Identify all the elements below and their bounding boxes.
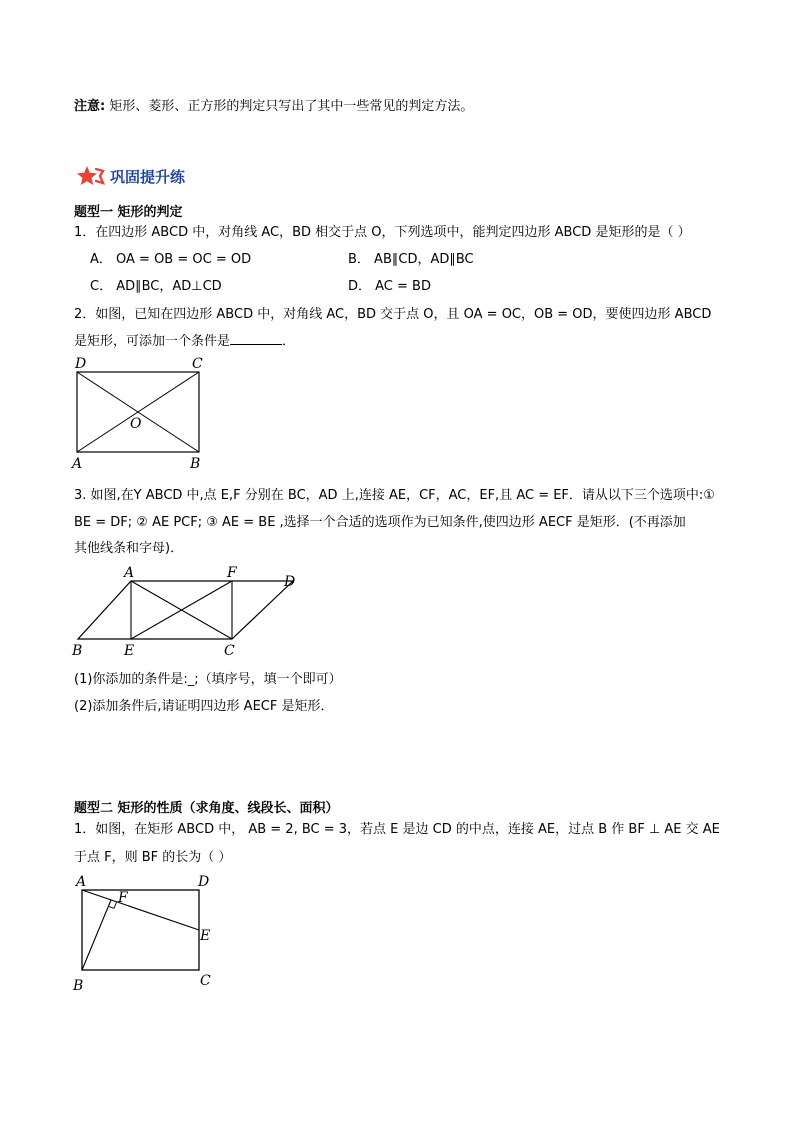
q3-line2: BE = DF; ② AE PCF; ③ AE = BE ,选择一个合适的选项作为已知条件,使四边形 AECF 是矩形．(不再添加 (74, 515, 686, 530)
q2-figure (68, 354, 218, 474)
type1-title: 题型一 矩形的判定 (74, 205, 183, 220)
label-f: F (118, 890, 128, 906)
segment-ae (82, 890, 199, 930)
label-c: C (200, 973, 211, 989)
note-line (74, 95, 473, 114)
label-c: C (224, 643, 235, 658)
t2-q1-line2: 于点 F，则 BF 的长为（ ） (74, 850, 232, 865)
q1-option-b: B． AB∥CD，AD∥BC (348, 252, 474, 267)
label-e: E (124, 643, 135, 658)
q2-line2 (74, 330, 295, 349)
q2-line1: 2．如图，已知在四边形 ABCD 中，对角线 AC，BD 交于点 O，且 OA = OC，OB = OD，要使四边形 ABCD (74, 307, 712, 322)
note-text: 矩形、菱形、正方形的判定只写出了其中一些常见的判定方法。 (109, 99, 474, 114)
label-o: O (130, 416, 142, 432)
q1-option-d: D． AC = BD (348, 279, 431, 294)
q2-line2-text: 是矩形，可添加一个条件是 (74, 334, 231, 349)
label-e: E (200, 928, 211, 944)
answer-blank (230, 332, 282, 345)
label-f: F (227, 565, 237, 581)
q3-sub2: (2)添加条件后,请证明四边形 AECF 是矩形． (74, 699, 334, 714)
note-label: 注意: (74, 99, 106, 114)
q1-stem: 1．在四边形 ABCD 中，对角线 AC，BD 相交于点 O，下列选项中，能判定四边形 ABCD 是矩形的是（ ） (74, 225, 691, 240)
q3-sub1: (1)你添加的条件是:_;（填序号，填一个即可） (74, 672, 342, 687)
label-d: D (75, 356, 87, 372)
q3-line1: 3. 如图,在Y ABCD 中,点 E,F 分别在 BC，AD 上,连接 AE，CF，AC，EF,且 AC = EF．请从以下三个选项中:① (74, 488, 715, 503)
q1-option-a: A． OA = OB = OC = OD (90, 252, 252, 267)
section-header-title: 巩固提升练 (110, 167, 186, 186)
q1-option-c: C． AD∥BC，AD⊥CD (90, 279, 222, 294)
label-a: A (124, 565, 135, 581)
label-d: D (198, 874, 210, 890)
label-a: A (76, 874, 87, 890)
section-header (76, 164, 185, 188)
label-a: A (72, 456, 83, 472)
label-b: B (190, 456, 201, 472)
type2-title: 题型二 矩形的性质（求角度、线段长、面积） (74, 801, 339, 816)
parallelogram-abcd (78, 581, 293, 639)
label-b: B (72, 643, 83, 658)
label-c: C (192, 356, 203, 372)
star-icon (76, 164, 106, 188)
label-b: B (73, 978, 84, 994)
q2-line2-end: ． (282, 334, 296, 349)
q3-figure (68, 562, 308, 658)
segment-bf (82, 900, 111, 970)
t2-q1-figure (68, 868, 228, 996)
rectangle-abcd (82, 890, 199, 970)
t2-q1-line1: 1．如图，在矩形 ABCD 中， AB = 2, BC = 3，若点 E 是边 CD 的中点，连接 AE，过点 B 作 BF ⊥ AE 交 AE (74, 822, 720, 837)
q3-line3: 其他线条和字母)． (74, 541, 184, 556)
label-d: D (284, 574, 296, 590)
